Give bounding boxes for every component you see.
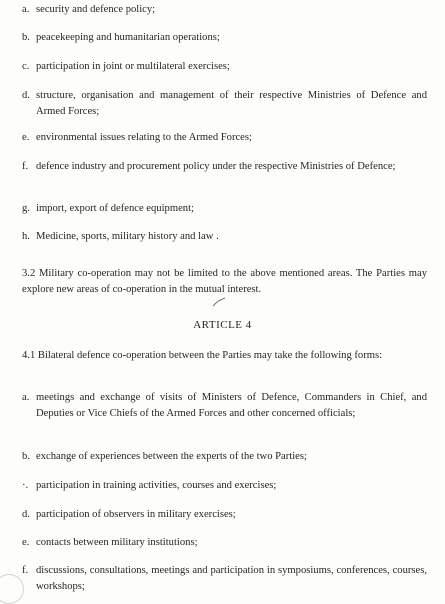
list-item-text: defence industry and procurement policy under the respective Ministries of Defence; xyxy=(36,161,396,172)
list-marker: h. xyxy=(22,231,30,242)
list-item xyxy=(22,30,427,46)
paragraph-3-2: 3.2 Military co-operation may not be limited to the above mentioned areas. The Parties may explore new areas of co-operation in the mutual interest. xyxy=(22,268,427,295)
list-item-text: meetings and exchange of visits of Ministers of Defence, Commanders in Chief, and Deputies or Vice Chiefs of the Armed Forces and other concerned officials; xyxy=(36,392,427,419)
list-item xyxy=(22,59,427,75)
list-marker: e. xyxy=(22,132,30,143)
list-item-text: import, export of defence equipment; xyxy=(36,203,194,214)
list-item xyxy=(22,159,427,175)
article-heading: ARTICLE 4 xyxy=(193,319,252,331)
list-item-text: contacts between military institutions; xyxy=(36,537,198,548)
list-item-text: Medicine, sports, military history and law . xyxy=(36,231,219,242)
list-item xyxy=(22,535,427,551)
list-item xyxy=(22,88,427,119)
list-item-text: participation of observers in military exercises; xyxy=(36,509,236,520)
list-marker: d. xyxy=(22,509,30,520)
list-item-text: environmental issues relating to the Armed Forces; xyxy=(36,132,252,143)
list-item xyxy=(22,390,427,421)
list-marker: a. xyxy=(22,392,30,403)
list-item xyxy=(22,201,427,217)
list-marker: b. xyxy=(22,32,30,43)
list-marker: g. xyxy=(22,203,30,214)
list-marker: d. xyxy=(22,90,30,101)
list-marker: b. xyxy=(22,451,30,462)
list-marker: f. xyxy=(22,565,29,576)
list-item-text: discussions, consultations, meetings and participation in symposiums, conferences, courses, workshops; xyxy=(36,565,427,592)
list-marker: f. xyxy=(22,161,29,172)
list-item-text: structure, organisation and management of their respective Ministries of Defence and Armed Forces; xyxy=(36,90,427,117)
list-item-text: peacekeeping and humanitarian operations; xyxy=(36,32,220,43)
list-marker: a. xyxy=(22,4,30,15)
list-item-text: participation in training activities, courses and exercises; xyxy=(36,480,277,491)
list-item xyxy=(22,478,427,494)
list-item xyxy=(22,563,427,594)
pen-mark xyxy=(211,297,227,307)
list-item xyxy=(22,2,427,18)
list-item xyxy=(22,229,427,245)
paragraph-4-1: 4.1 Bilateral defence co-operation between the Parties may take the following forms: xyxy=(22,350,383,361)
list-item xyxy=(22,449,427,465)
list-item-text: participation in joint or multilateral exercises; xyxy=(36,61,230,72)
list-item xyxy=(22,507,427,523)
list-item-text: exchange of experiences between the experts of the two Parties; xyxy=(36,451,307,462)
list-marker: ·. xyxy=(22,480,29,491)
list-marker: c. xyxy=(22,61,30,72)
list-marker: e. xyxy=(22,537,30,548)
list-item xyxy=(22,130,427,146)
list-item-text: security and defence policy; xyxy=(36,4,156,15)
